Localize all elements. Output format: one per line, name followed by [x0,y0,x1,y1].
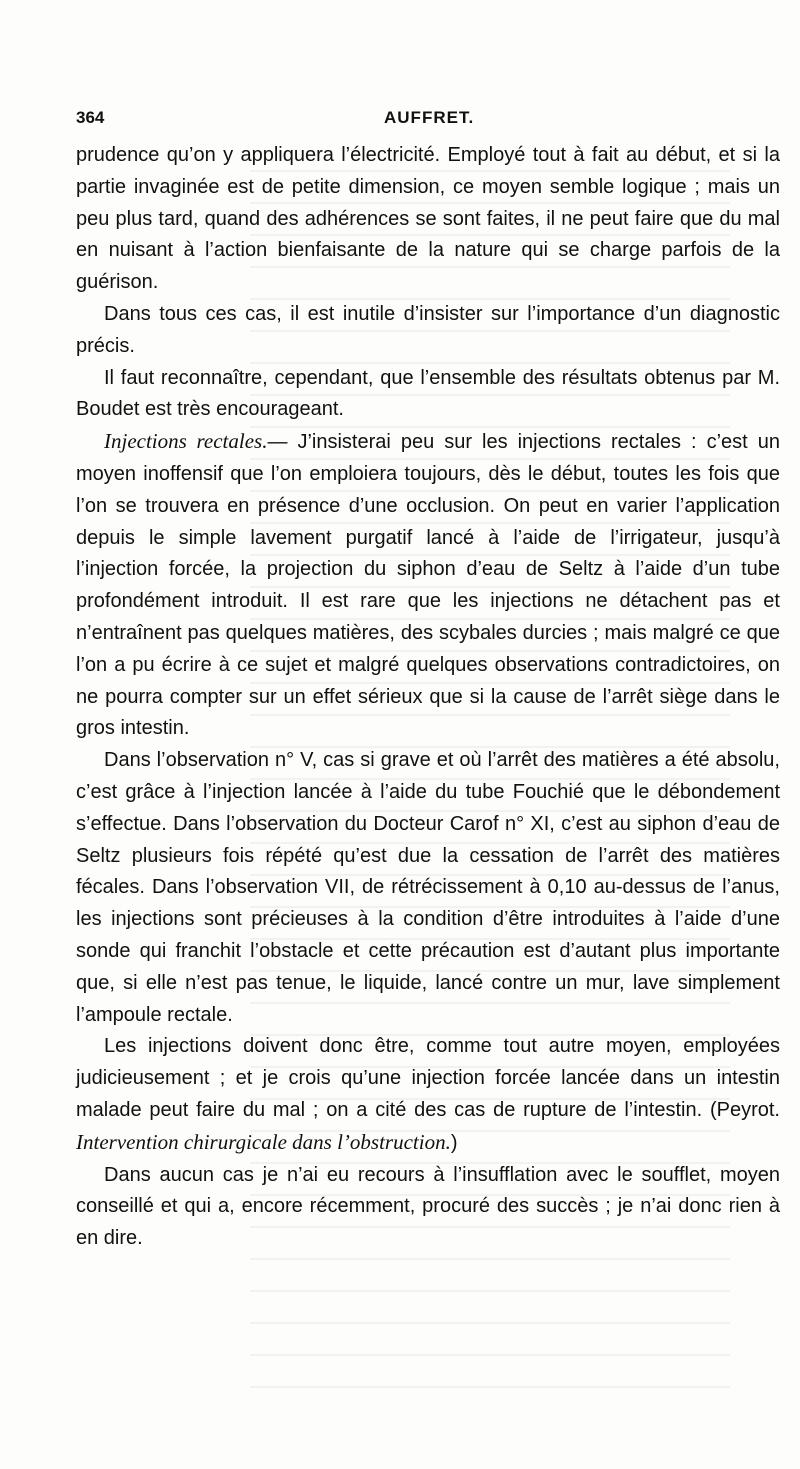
paragraph-3-text: Il faut reconnaître, cependant, que l’ensemble des résultats obtenus par M. Boudet est très encourageant. [76,366,780,421]
paragraph-2 [76,299,780,363]
paragraph-5-text: Dans l’observation n° V, cas si grave et où l’arrêt des matières a été absolu, c’est grâce à l’injection lancée à l’aide du tube Fouchié que le débondement s’effectue. Dans l’observation du Docteur Carof n° XI, c’est au siphon d’eau de Seltz plusieurs fois répété qu’est due la cessation de l’arrêt des matières fécales. Dans l’observation VII, de rétrécissement à 0,10 au-dessus de l’anus, les injections sont précieuses à la condition d’être introduites à l’aide d’une sonde qui franchit l’obstacle et cette précaution est d’autant plus importante que, si elle n’est pas tenue, le liquide, lancé contre un mur, lave simplement l’ampoule rectale. [76,749,780,1026]
paragraph-4-text: — J’insisterai peu sur les injections rectales : c’est un moyen inoffensif que l’on emploiera toujours, dès le début, toutes les fois que l’on se trouvera en présence d’une occlusion. On peut en varier l’application depuis le simple lavement purgatif lancé à l’aide de l’irrigateur, jusqu’à l’injection forcée, la projection du siphon d’eau de Seltz à l’aide d’un tube profondément introduit. Il est rare que les injections ne détachent pas et n’entraînent pas quelques matières, des scybales durcies ; mais malgré ce que l’on a pu écrire à ce sujet et malgré quelques observations contradictoires, on ne pourra compter sur un effet sérieux que si la cause de l’arrêt siège dans le gros intestin. [76,431,780,740]
paragraph-4 [76,426,780,745]
section-heading-injections-rectales: Injections rectales. [104,429,268,454]
paragraph-5 [76,745,780,1031]
paragraph-7 [76,1160,780,1255]
paragraph-1 [76,140,780,299]
page-header [76,103,780,133]
citation-title: Intervention chirurgicale dans l’obstruction. [76,1129,451,1154]
running-head: AUFFRET. [384,108,475,127]
paragraph-6 [76,1031,780,1159]
paragraph-6-close: ) [450,1131,458,1154]
paragraph-6-text: Les injections doivent donc être, comme tout autre moyen, employées judicieusement ; et je crois qu’une injection forcée lancée dans un intestin malade peut faire du mal ; on a cité des cas de rupture de l’intestin. (Peyrot. [76,1035,780,1121]
page-number: 364 [76,108,105,127]
body-text [76,140,780,1255]
paragraph-3 [76,363,780,427]
paragraph-1-text: prudence qu’on y appliquera l’électricité. Employé tout à fait au début, et si la partie invaginée est de petite dimension, ce moyen semble logique ; mais un peu plus tard, quand des adhérences se sont faites, il ne peut faire que du mal en nuisant à l’action bienfaisante de la nature qui se charge parfois de la guérison. [76,144,780,294]
paragraph-7-text: Dans aucun cas je n’ai eu recours à l’insufflation avec le soufflet, moyen conseillé et qui a, encore récemment, procuré des succès ; je n’ai donc rien à en dire. [76,1163,780,1250]
paragraph-2-text: Dans tous ces cas, il est inutile d’insister sur l’importance d’un diagnostic précis. [76,302,780,357]
